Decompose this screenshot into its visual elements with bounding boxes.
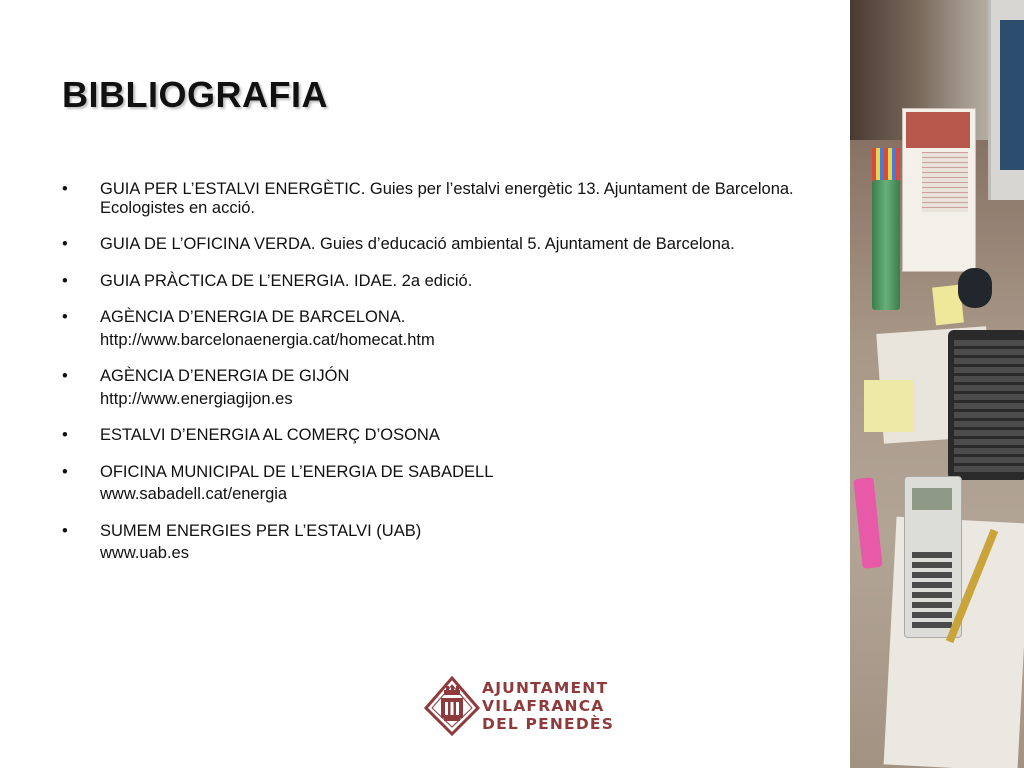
bullet-icon: • [62, 521, 68, 540]
bullet-icon: • [62, 235, 68, 253]
bibliography-entry: OFICINA MUNICIPAL DE L’ENERGIA DE SABADELL [100, 462, 494, 481]
photo-sticky-note [864, 380, 914, 432]
photo-calendar-picture [906, 112, 970, 148]
list-item [62, 180, 802, 217]
energia-gijon-link[interactable]: http://www.energiagijon.es [100, 389, 293, 408]
office-desk-photo [850, 0, 1024, 768]
ajuntament-vilafranca-logo [424, 674, 615, 736]
logo-line-vilafranca: VILAFRANCA [482, 697, 605, 715]
photo-highlighter [853, 477, 882, 569]
photo-monitor-screen [1000, 20, 1024, 170]
list-item [62, 367, 802, 408]
bibliography-entry: GUIA DE L’OFICINA VERDA. Guies d’educació ambiental 5. Ajuntament de Barcelona. [100, 235, 735, 253]
photo-mouse [958, 268, 992, 308]
bibliography-entry: ESTALVI D’ENERGIA AL COMERÇ D’OSONA [100, 426, 440, 444]
bullet-icon: • [62, 426, 68, 444]
logo-line-penedes: DEL PENEDÈS [482, 715, 615, 733]
logo-line-ajuntament: AJUNTAMENT [482, 679, 609, 697]
bibliography-entry: SUMEM ENERGIES PER L’ESTALVI (UAB) [100, 521, 422, 540]
bibliography-entry: AGÈNCIA D’ENERGIA DE BARCELONA. [100, 308, 406, 326]
bibliography-list [62, 180, 802, 581]
photo-pens [872, 148, 900, 184]
photo-keyboard-keys [954, 338, 1024, 472]
logo-text [482, 679, 614, 733]
bullet-icon: • [62, 462, 68, 481]
barcelona-energia-link[interactable]: http://www.barcelonaenergia.cat/homecat.htm [100, 330, 435, 349]
list-item [62, 235, 802, 254]
photo-calculator-keys [912, 550, 952, 628]
list-item [62, 463, 802, 504]
page-title: BIBLIOGRAFIA [62, 74, 328, 115]
bullet-icon: • [62, 367, 68, 385]
bibliography-entry: GUIA PRÀCTICA DE L’ENERGIA. IDAE. 2a edició. [100, 271, 473, 290]
photo-calculator-display [912, 488, 952, 510]
photo-pen-cup [872, 180, 900, 310]
bibliography-entry: GUIA PER L’ESTALVI ENERGÈTIC. Guies per l’estalvi energètic 13. Ajuntament de Barcelona. Ecologistes en acció. [100, 180, 794, 217]
vilafranca-coat-of-arms-icon [424, 674, 480, 736]
bullet-icon: • [62, 308, 68, 326]
bibliography-entry: AGÈNCIA D’ENERGIA DE GIJÓN [100, 367, 350, 385]
list-item [62, 522, 802, 563]
list-item [62, 426, 802, 445]
photo-calendar-grid [922, 152, 968, 212]
uab-link[interactable]: www.uab.es [100, 544, 189, 562]
sabadell-energia-link[interactable]: www.sabadell.cat/energia [100, 485, 288, 503]
list-item [62, 308, 802, 349]
list-item [62, 272, 802, 291]
bullet-icon: • [62, 271, 68, 290]
bullet-icon: • [62, 180, 68, 198]
